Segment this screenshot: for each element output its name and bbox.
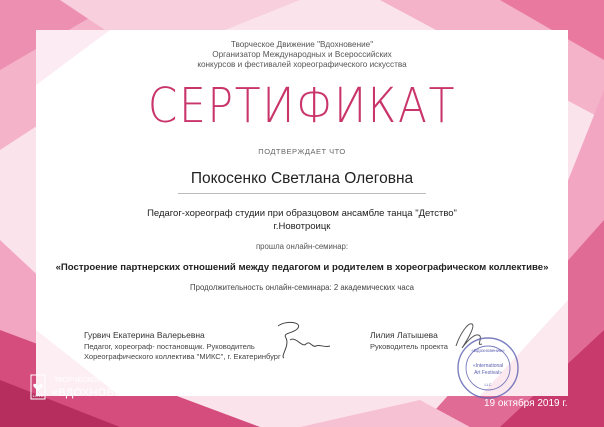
organization-stamp [456, 336, 520, 400]
stamp-center-line: Art Festival» [474, 370, 502, 376]
organization-logo [30, 374, 190, 404]
recipient-name: Покосенко Светлана Олеговна [190, 170, 414, 187]
recipient-position [0, 207, 604, 233]
logo-side-text: LOVE [32, 393, 44, 398]
position-line: г.Новотроицк [273, 221, 331, 232]
stamp-ring-text: «Вдохновение» [471, 348, 505, 353]
signatory-1 [84, 330, 281, 361]
logo-top-text: ТВОРЧЕСКОЕ ДВИЖЕНИЕ [54, 377, 144, 384]
stamp-center-line: «International [472, 363, 504, 369]
organizer-line: Организатор Международных и Всероссийских [212, 50, 392, 59]
position-line: Педагог-хореограф студии при образцовом ансамбле танца "Детство" [147, 208, 457, 219]
signatory-name: Гурвич Екатерина Валерьевна [84, 330, 205, 340]
signatory-name: Лилия Латышева [370, 330, 438, 340]
confirms-text: ПОДТВЕРЖДАЕТ ЧТО [258, 147, 346, 156]
issue-date: 19 октября 2019 г. [484, 398, 568, 409]
name-underline [178, 193, 426, 194]
duration-text: Продолжительность онлайн-семинара: 2 академических часа [190, 283, 414, 292]
passed-text: прошла онлайн-семинар: [255, 242, 349, 251]
logo-main-text: «ВДОХНОВЕНИЕ» [52, 387, 153, 399]
signatory-2 [370, 330, 448, 351]
signatory-role [84, 342, 281, 361]
organizer-line: Творческое Движение "Вдохновение" [230, 40, 374, 49]
seminar-title: «Построение партнерских отношений между педагогом и родителем в хореографическом коллективе» [55, 262, 549, 273]
organizer-line: конкурсов и фестивалей хореографического искусства [197, 60, 407, 69]
signatory-role: Руководитель проекта [370, 342, 448, 351]
signatory-role-line: Педагог, хореограф- постановщик. Руководитель [84, 342, 255, 351]
signature-1 [272, 318, 334, 362]
organizer-text [0, 40, 604, 70]
signatory-role-line: Хореографического коллектива "МИКС", г. Екатеринбург [84, 351, 281, 361]
stamp-suffix: LLC [484, 383, 492, 387]
love-heart-icon [30, 374, 46, 400]
certificate-title: СЕРТИФИКАТ [147, 78, 457, 134]
